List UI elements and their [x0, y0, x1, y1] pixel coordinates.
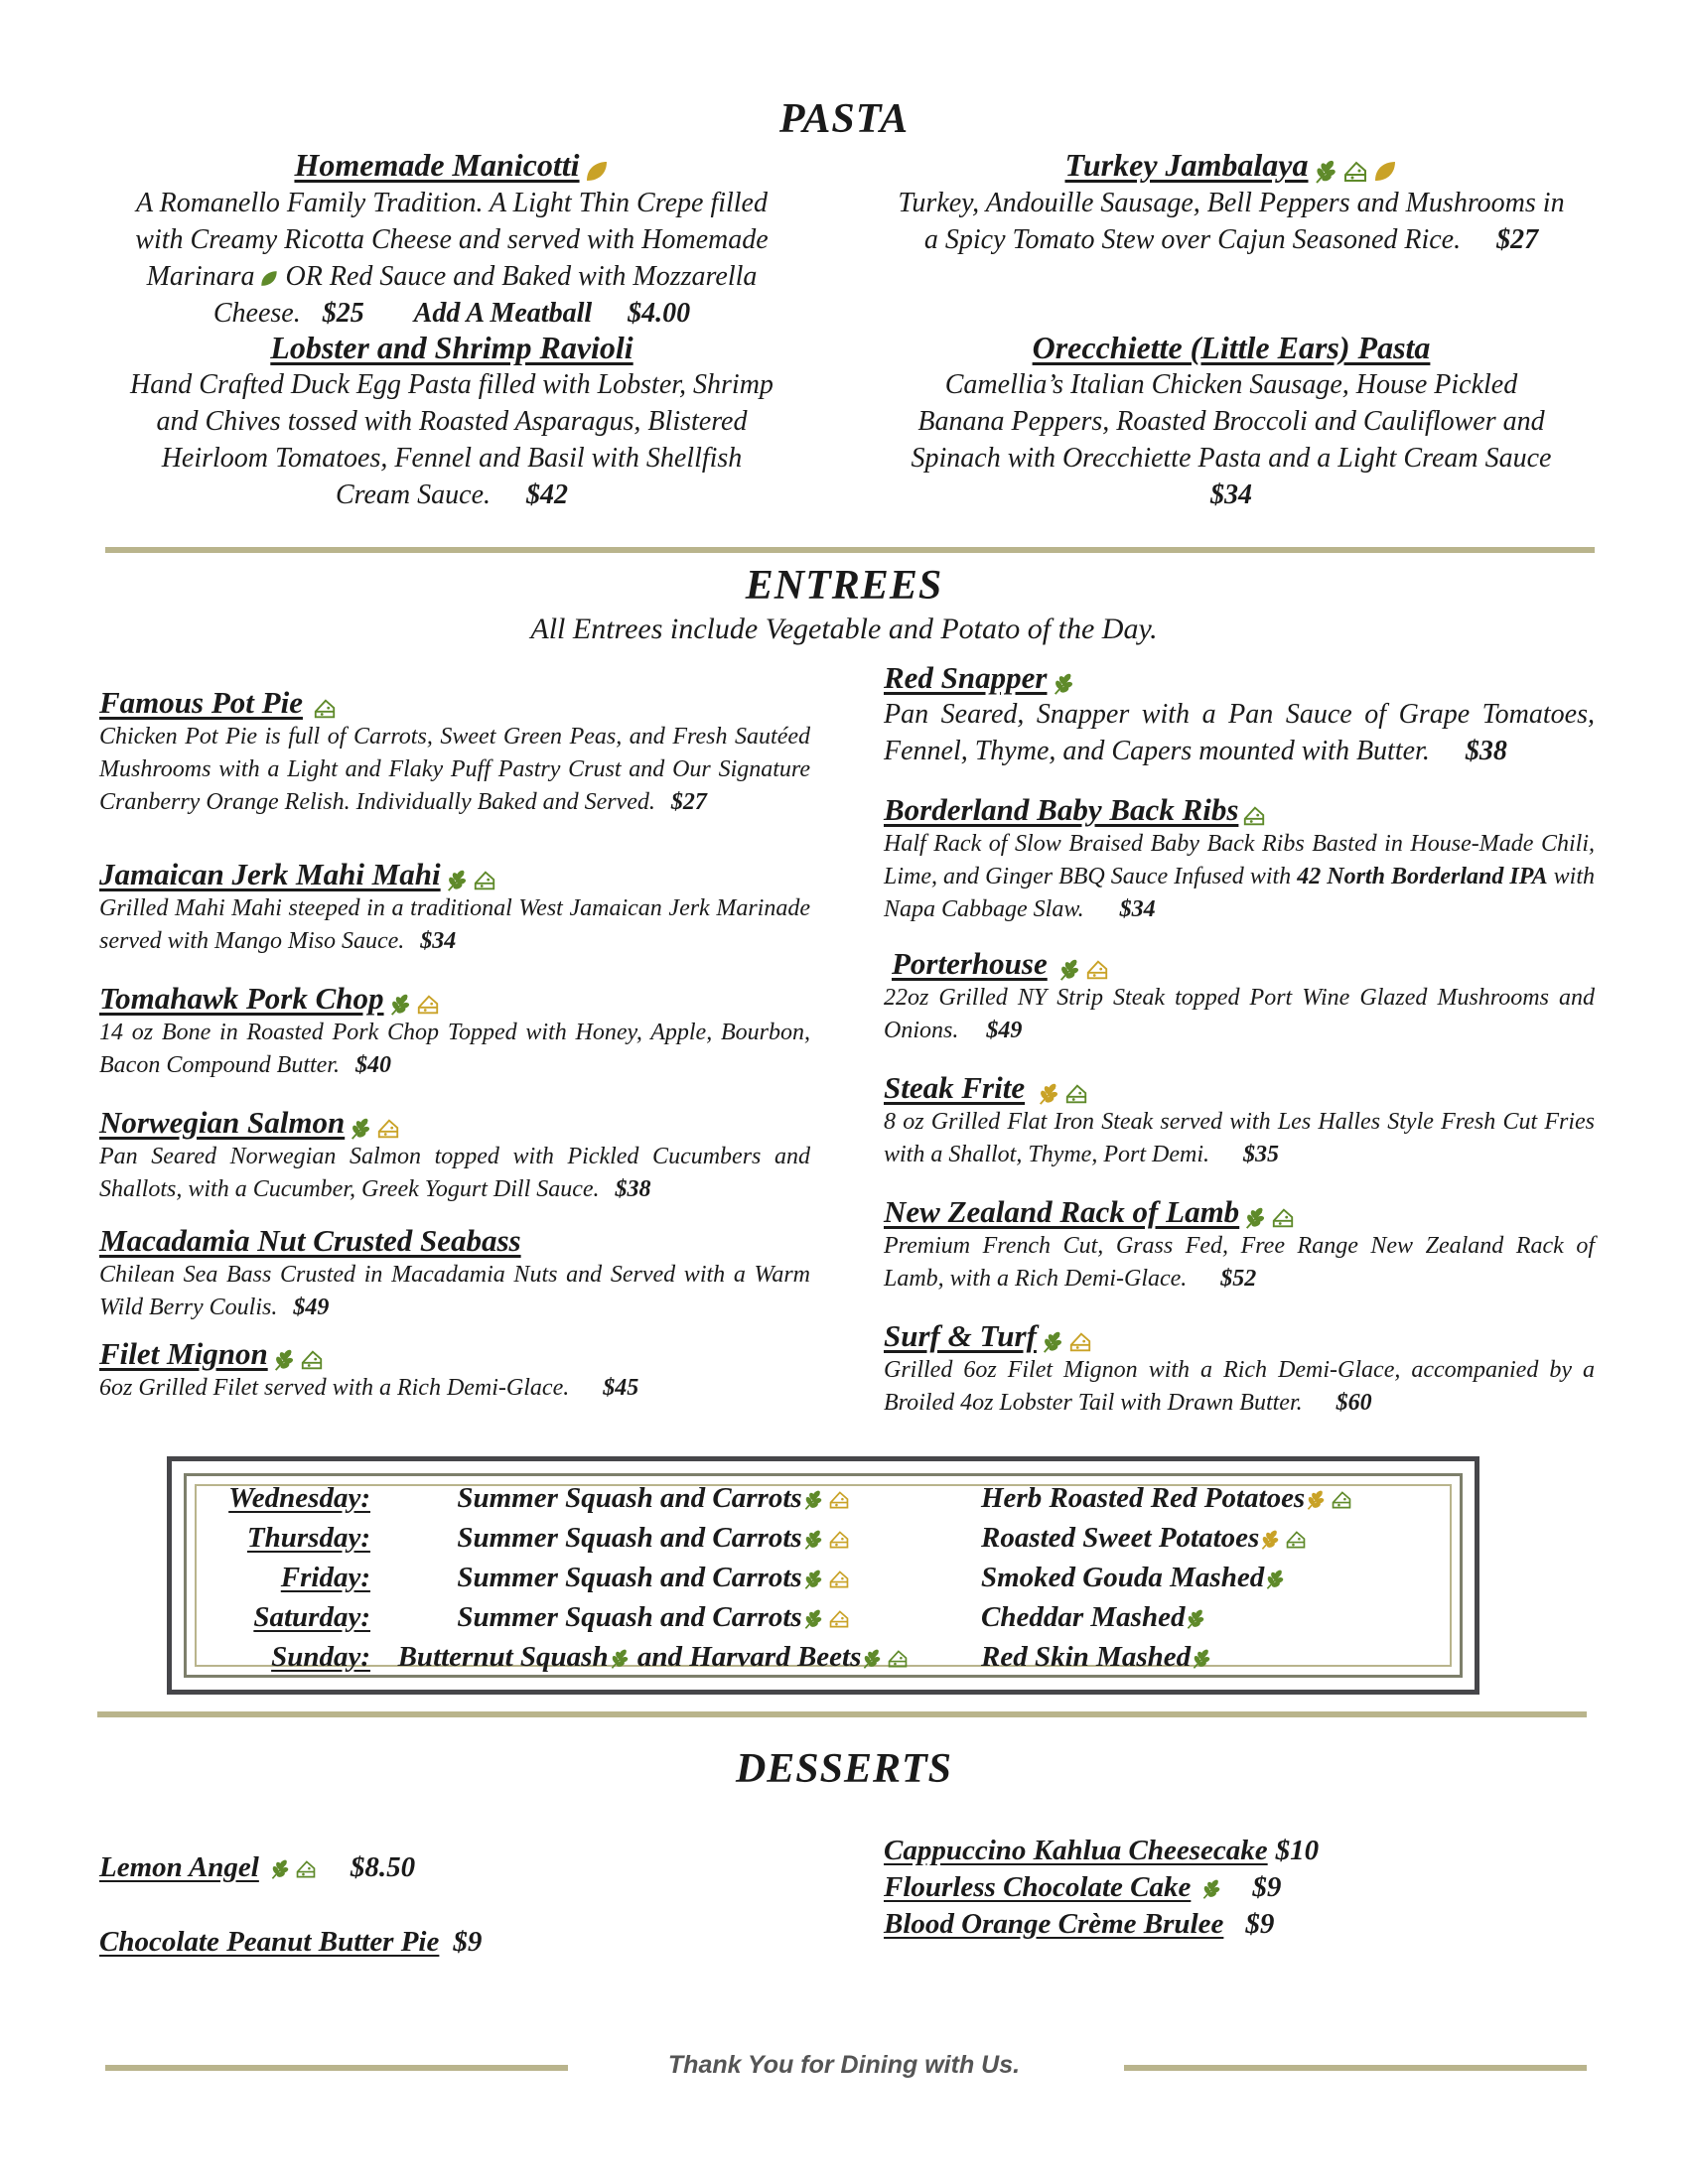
- entree-price: $34: [1119, 896, 1156, 923]
- dessert-item: [884, 1871, 1281, 1904]
- entree-price: $49: [293, 1295, 330, 1320]
- entree-desc: Grilled 6oz Filet Mignon with a Rich Demi-Glace, accompanied by a Broiled 4oz Lobster Tail with Drawn Butter.: [884, 1357, 1595, 1417]
- entree-price: $34: [420, 928, 457, 955]
- entree-name: Norwegian Salmon: [99, 1105, 346, 1140]
- entree-desc: 14 oz Bone in Roasted Pork Chop Topped with Honey, Apple, Bourbon, Bacon Compound Butter.: [99, 1020, 810, 1079]
- footer-text: Thank You for Dining with Us.: [667, 2051, 1021, 2079]
- pasta-title: PASTA: [778, 96, 910, 142]
- cheese-icon: [473, 869, 496, 892]
- cheese-gold-icon: [828, 1608, 850, 1630]
- entree-price: $38: [1465, 736, 1507, 767]
- entree-item: [99, 981, 810, 1082]
- schedule-row: [172, 1482, 1475, 1522]
- jambalaya-price: $27: [1496, 224, 1539, 256]
- entree-item: [99, 685, 810, 819]
- cheese-icon: [300, 1348, 324, 1372]
- orecchiette-item: [874, 330, 1589, 513]
- ravioli-line: Cream Sauce.: [335, 479, 492, 510]
- entree-name: Famous Pot Pie: [99, 685, 303, 720]
- wheat-gold-icon: [1037, 1082, 1060, 1106]
- desserts-title: DESSERTS: [735, 1746, 953, 1792]
- jambalaya-line: Turkey, Andouille Sausage, Bell Peppers and Mushrooms in: [898, 188, 1565, 219]
- wheat-gold-icon: [1305, 1489, 1327, 1511]
- cheese-icon: [313, 697, 337, 721]
- wheat-icon: [861, 1648, 883, 1670]
- cheese-gold-icon: [828, 1569, 850, 1590]
- cheese-icon: [1285, 1529, 1307, 1551]
- sides-schedule: [167, 1456, 1479, 1695]
- entree-price: $38: [615, 1176, 651, 1203]
- schedule-row: [172, 1641, 1475, 1681]
- entree-name: Filet Mignon: [99, 1336, 268, 1371]
- schedule-vegetable: Summer Squash and Carrots: [457, 1562, 802, 1593]
- cheese-icon: [1242, 804, 1266, 828]
- wheat-icon: [269, 1858, 291, 1880]
- schedule-vegetable: Butternut Squash: [397, 1641, 609, 1673]
- entree-item: [884, 1318, 1595, 1420]
- dessert-price: $9: [1245, 1908, 1275, 1940]
- schedule-potato: Red Skin Mashed: [981, 1641, 1192, 1673]
- wheat-icon: [272, 1348, 296, 1372]
- orecchiette-name: Orecchiette (Little Ears) Pasta: [1032, 330, 1431, 365]
- cheese-gold-icon: [416, 993, 440, 1017]
- manicotti-line: with Creamy Ricotta Cheese and served with Homemade: [135, 224, 769, 256]
- ravioli-item: [94, 330, 809, 513]
- dessert-name: Blood Orange Crème Brulee: [884, 1908, 1224, 1940]
- manicotti-addon-price: $4.00: [628, 298, 691, 330]
- entree-item: [99, 857, 810, 958]
- dessert-price: $8.50: [350, 1851, 416, 1883]
- manicotti-line: Cheese.: [212, 298, 301, 330]
- entree-item: [884, 1194, 1595, 1296]
- dessert-item: [99, 1851, 415, 1884]
- schedule-day: Wednesday:: [228, 1482, 370, 1514]
- dessert-item: [884, 1835, 1319, 1867]
- entree-name: Tomahawk Pork Chop: [99, 981, 384, 1016]
- wheat-gold-icon: [1259, 1529, 1281, 1551]
- ravioli-line: and Chives tossed with Roasted Asparagus, Blistered: [156, 406, 748, 437]
- entree-price: $27: [670, 789, 707, 816]
- cheese-gold-icon: [1085, 958, 1109, 982]
- leaf-gold-icon: [584, 159, 610, 185]
- manicotti-price: $25: [322, 298, 364, 330]
- schedule-potato: Herb Roasted Red Potatoes: [981, 1482, 1306, 1514]
- schedule-vegetable: Summer Squash and Carrots: [457, 1601, 802, 1633]
- divider: [97, 1711, 1587, 1717]
- cheese-icon: [1331, 1489, 1352, 1511]
- cheese-gold-icon: [828, 1529, 850, 1551]
- entree-name: Red Snapper: [884, 660, 1048, 695]
- entree-price: $52: [1220, 1266, 1257, 1293]
- entree-item: [99, 1105, 810, 1206]
- dessert-price: $9: [453, 1926, 483, 1958]
- schedule-vegetable: and Harvard Beets: [630, 1641, 862, 1673]
- dessert-item: [99, 1926, 482, 1959]
- entree-name: Porterhouse: [892, 946, 1048, 981]
- entree-desc: 6oz Grilled Filet served with a Rich Demi-Glace.: [99, 1375, 570, 1402]
- wheat-icon: [388, 993, 412, 1017]
- orecchiette-price: $34: [1210, 479, 1252, 510]
- jambalaya-item: [874, 147, 1589, 258]
- entree-item: [99, 1223, 810, 1324]
- dessert-item: [884, 1908, 1274, 1941]
- schedule-potato: Roasted Sweet Potatoes: [981, 1522, 1260, 1554]
- dessert-price: $9: [1252, 1871, 1282, 1903]
- ravioli-line: Hand Crafted Duck Egg Pasta filled with Lobster, Shrimp: [130, 369, 774, 400]
- dessert-name: Flourless Chocolate Cake: [884, 1871, 1192, 1903]
- schedule-row: [172, 1601, 1475, 1641]
- schedule-day: Saturday:: [253, 1601, 370, 1633]
- cheese-icon: [295, 1858, 317, 1880]
- entree-name: Jamaican Jerk Mahi Mahi: [99, 857, 441, 891]
- schedule-row: [172, 1522, 1475, 1562]
- ravioli-price: $42: [526, 479, 569, 510]
- cheese-icon: [887, 1648, 909, 1670]
- entree-price: $40: [354, 1052, 391, 1079]
- wheat-icon: [609, 1648, 631, 1670]
- orecchiette-line: Banana Peppers, Roasted Broccoli and Cauliflower and: [917, 406, 1545, 437]
- schedule-day: Sunday:: [271, 1641, 370, 1673]
- schedule-potato: Smoked Gouda Mashed: [981, 1562, 1265, 1593]
- wheat-icon: [1313, 159, 1338, 185]
- manicotti-item: [94, 147, 809, 332]
- entree-desc: Premium French Cut, Grass Fed, Free Range New Zealand Rack of Lamb, with a Rich Demi-Glace.: [884, 1233, 1595, 1293]
- entree-item: [99, 1336, 810, 1405]
- entree-name: Borderland Baby Back Ribs: [884, 792, 1239, 827]
- wheat-icon: [1185, 1608, 1206, 1630]
- entrees-subtitle: All Entrees include Vegetable and Potato of the Day.: [530, 613, 1158, 645]
- entree-item: [884, 792, 1595, 926]
- entree-name: Macadamia Nut Crusted Seabass: [99, 1223, 521, 1258]
- schedule-row: [172, 1562, 1475, 1601]
- dessert-name: Cappuccino Kahlua Cheesecake: [884, 1835, 1268, 1866]
- jambalaya-name: Turkey Jambalaya: [1064, 147, 1309, 183]
- ravioli-line: Heirloom Tomatoes, Fennel and Basil with Shellfish: [161, 443, 743, 474]
- wheat-icon: [1057, 958, 1081, 982]
- entree-item: [884, 1070, 1595, 1171]
- manicotti-addon: Add A Meatball: [413, 298, 593, 330]
- dessert-price: $10: [1275, 1835, 1320, 1866]
- entree-desc: with Napa Cabbage Slaw.: [884, 864, 1595, 923]
- entree-desc-bold: 42 North Borderland IPA: [1297, 864, 1548, 890]
- schedule-potato: Cheddar Mashed: [981, 1601, 1186, 1633]
- wheat-icon: [802, 1608, 824, 1630]
- wheat-icon: [1191, 1648, 1212, 1670]
- entree-name: Steak Frite: [884, 1070, 1026, 1105]
- entree-desc: 22oz Grilled NY Strip Steak topped Port Wine Glazed Mushrooms and Onions.: [884, 985, 1595, 1044]
- jambalaya-line: a Spicy Tomato Stew over Cajun Seasoned Rice.: [923, 224, 1462, 256]
- leaf-gold-icon: [1372, 159, 1398, 185]
- divider: [105, 547, 1595, 553]
- wheat-icon: [1041, 1330, 1064, 1354]
- wheat-icon: [1052, 672, 1075, 696]
- wheat-icon: [349, 1117, 372, 1141]
- orecchiette-line: Camellia’s Italian Chicken Sausage, House Pickled: [944, 369, 1518, 400]
- wheat-icon: [445, 869, 469, 892]
- ravioli-name: Lobster and Shrimp Ravioli: [270, 330, 633, 365]
- entree-desc: Grilled Mahi Mahi steeped in a traditional West Jamaican Jerk Marinade served with Mango Miso Sauce.: [99, 895, 810, 955]
- schedule-day: Thursday:: [246, 1522, 370, 1554]
- manicotti-line: A Romanello Family Tradition. A Light Thin Crepe filled: [136, 188, 768, 219]
- manicotti-name: Homemade Manicotti: [294, 147, 580, 183]
- wheat-icon: [802, 1489, 824, 1511]
- entree-desc: 8 oz Grilled Flat Iron Steak served with Les Halles Style Fresh Cut Fries with a Shallot, Thyme, Port Demi.: [884, 1109, 1595, 1168]
- dessert-name: Chocolate Peanut Butter Pie: [99, 1926, 440, 1958]
- entree-item: [884, 660, 1595, 769]
- leaf-green-icon: [259, 269, 279, 289]
- entree-price: $45: [603, 1375, 639, 1402]
- cheese-gold-icon: [376, 1117, 400, 1141]
- cheese-icon: [1271, 1206, 1295, 1230]
- entree-name: Surf & Turf: [884, 1318, 1037, 1353]
- schedule-day: Friday:: [280, 1562, 370, 1593]
- wheat-icon: [802, 1569, 824, 1590]
- wheat-icon: [802, 1529, 824, 1551]
- entree-desc: Chilean Sea Bass Crusted in Macadamia Nuts and Served with a Warm Wild Berry Coulis.: [99, 1262, 810, 1320]
- wheat-icon: [1264, 1569, 1286, 1590]
- entree-desc: Pan Seared Norwegian Salmon topped with Pickled Cucumbers and Shallots, with a Cucumber, Greek Yogurt Dill Sauce.: [99, 1144, 810, 1203]
- cheese-gold-icon: [828, 1489, 850, 1511]
- entree-desc: Pan Seared, Snapper with a Pan Sauce of Grape Tomatoes, Fennel, Thyme, and Capers mounted with Butter.: [884, 699, 1595, 767]
- schedule-vegetable: Summer Squash and Carrots: [457, 1482, 802, 1514]
- entree-price: $35: [1242, 1142, 1279, 1168]
- orecchiette-line: Spinach with Orecchiette Pasta and a Light Cream Sauce: [911, 443, 1552, 474]
- entrees-title: ENTREES: [745, 563, 943, 609]
- cheese-gold-icon: [1068, 1330, 1092, 1354]
- manicotti-line: OR Red Sauce and Baked with Mozzarella: [278, 261, 758, 293]
- wheat-icon: [1200, 1878, 1222, 1900]
- cheese-icon: [1342, 159, 1368, 185]
- entree-price: $60: [1336, 1390, 1372, 1417]
- entree-item: [884, 946, 1595, 1047]
- entree-price: $49: [986, 1018, 1023, 1044]
- entree-desc: Chicken Pot Pie is full of Carrots, Sweet Green Peas, and Fresh Sautéed Mushrooms with a Light and Flaky Puff Pastry Crust and Our Signature Cranberry Orange Relish. Individually Baked and Served.: [99, 724, 810, 816]
- entree-name: New Zealand Rack of Lamb: [884, 1194, 1240, 1229]
- schedule-vegetable: Summer Squash and Carrots: [457, 1522, 802, 1554]
- cheese-icon: [1064, 1082, 1088, 1106]
- wheat-icon: [1243, 1206, 1267, 1230]
- dessert-name: Lemon Angel: [99, 1851, 259, 1883]
- manicotti-line: Marinara: [146, 261, 255, 293]
- entree-desc: Half Rack of Slow Braised Baby Back Ribs Basted in House-Made Chili, Lime, and Ginger BBQ Sauce Infused with: [884, 831, 1595, 890]
